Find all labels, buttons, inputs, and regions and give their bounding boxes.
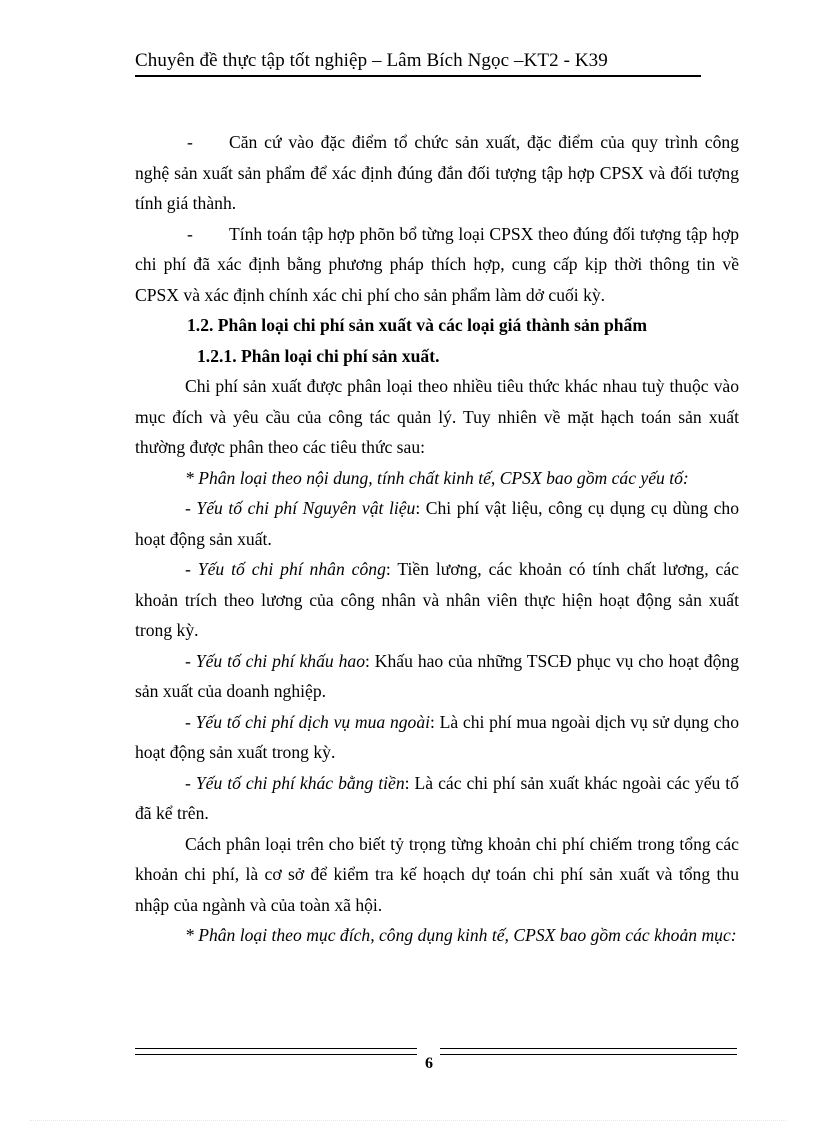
page-edge-divider	[30, 1120, 786, 1121]
paragraph: Chi phí sản xuất được phân loại theo nhiều tiêu thức khác nhau tuỳ thuộc vào mục đích và yêu cầu của công tác quản lý. Tuy nhiên về mặt hạch toán sản xuất thường được phân theo các tiêu thức sau:	[135, 376, 739, 457]
item-lead: -	[185, 498, 197, 518]
paragraph-bullet-1	[135, 127, 739, 219]
item-lead: -	[185, 772, 196, 793]
item-term: Yếu tố chi phí dịch vụ mua ngoài	[195, 711, 431, 732]
subsection-heading: 1.2.1. Phân loại chi phí sản xuất.	[197, 345, 440, 366]
header-title: Chuyên đề thực tập tốt nghiệp – Lâm Bích Ngọc –KT2 - K39	[135, 50, 608, 71]
footer-rule-right	[440, 1048, 737, 1055]
item-lead: -	[185, 559, 198, 579]
cost-item-materials	[135, 493, 739, 554]
item-description: : Khấu hao của những TSCĐ phục vụ cho hoạt động sản xuất của doanh nghiệp.	[135, 650, 739, 701]
item-term: Yếu tố chi phí Nguyên vật liệu	[196, 498, 416, 518]
section-heading: 1.2. Phân loại chi phí sản xuất và các loại giá thành sản phẩm	[187, 315, 647, 335]
cost-item-depreciation	[135, 646, 739, 707]
item-lead: -	[185, 711, 196, 732]
page-header	[135, 49, 701, 77]
item-description: : Chi phí vật liệu, công cụ dụng cụ dùng cho hoạt động sản xuất.	[135, 498, 739, 549]
item-description: : Tiền lương, các khoản có tính chất lương, các khoản trích theo lương của công nhân và nhân viên thực hiện hoạt động sản xuất trong kỳ.	[135, 559, 739, 640]
cost-item-other	[135, 768, 739, 829]
paragraph-text: Tính toán tập hợp phõn bổ từng loại CPSX theo đúng đối tượng tập hợp chi phí đã xác định bằng phương pháp thích hợp, cung cấp kịp thời thông tin về CPSX và xác định chính xác chi phí cho sản phẩm làm dở cuối kỳ.	[135, 223, 739, 305]
item-description: : Là chi phí mua ngoài dịch vụ sử dụng cho hoạt động sản xuất trong kỳ.	[135, 711, 739, 762]
document-body	[135, 127, 739, 951]
classification-intro: * Phân loại theo mục đích, công dụng kinh tế, CPSX bao gồm các khoản mục:	[185, 925, 737, 945]
item-term: Yếu tố chi phí khác bằng tiền	[195, 772, 405, 793]
bullet-marker: -	[187, 132, 193, 152]
bullet-marker: -	[187, 223, 193, 244]
page-number: 6	[425, 1055, 433, 1072]
paragraph-bullet-2	[135, 219, 739, 311]
cost-item-services	[135, 707, 739, 768]
paragraph-text: Căn cứ vào đặc điểm tổ chức sản xuất, đặc điểm của quy trình công nghệ sản xuất sản phẩm để xác định đúng đắn đối tượng tập hợp CPSX và đối tượng tính giá thành.	[135, 132, 739, 213]
paragraph: Cách phân loại trên cho biết tỷ trọng từng khoản chi phí chiếm trong tổng các khoản chi phí, là cơ sở để kiểm tra kế hoạch dự toán chi phí sản xuất và tổng thu nhập của ngành và của toàn xã hội.	[135, 833, 739, 915]
item-lead: -	[185, 650, 196, 671]
classification-intro: * Phân loại theo nội dung, tính chất kinh tế, CPSX bao gồm các yếu tố:	[185, 467, 689, 488]
footer-rule-left	[135, 1048, 417, 1055]
cost-item-labor	[135, 554, 739, 646]
item-description: : Là các chi phí sản xuất khác ngoài các yếu tố đã kể trên.	[135, 772, 739, 823]
item-term: Yếu tố chi phí nhân công	[197, 559, 386, 579]
item-term: Yếu tố chi phí khấu hao	[195, 650, 365, 671]
